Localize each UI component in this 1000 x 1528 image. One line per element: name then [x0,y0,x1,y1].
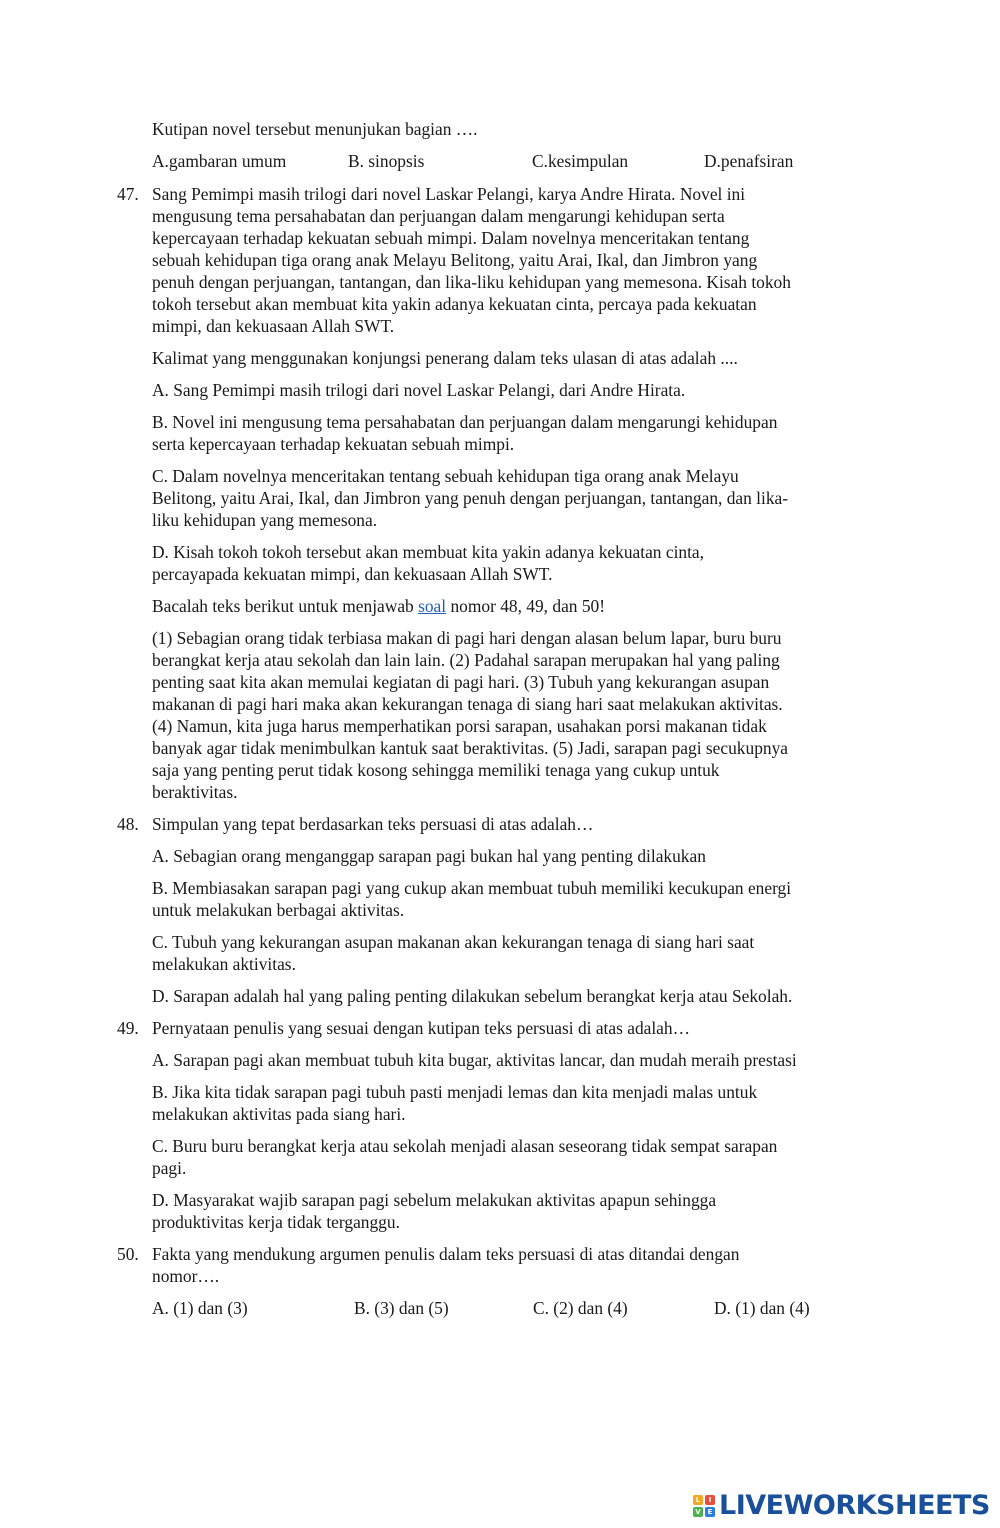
passage-line: (4) Namun, kita juga harus memperhatikan porsi sarapan, usahakan porsi makanan tidak [152,716,767,736]
logo-grid-icon [693,1495,715,1517]
passage-line: penting saat kita akan memulai kegiatan di pagi hari. (3) Tubuh yang kekurangan asupan [152,672,770,692]
question-48-option-a[interactable]: A. Sebagian orang menganggap sarapan pagi bukan hal yang penting dilakukan [152,846,706,866]
option-b[interactable]: B. sinopsis [348,151,425,171]
question-47-number: 47. [117,184,139,204]
question-48-option-d[interactable]: D. Sarapan adalah hal yang paling penting dilakukan sebelum berangkat kerja atau Sekolah. [152,986,793,1006]
reading-instruction: Bacalah teks berikut untuk menjawab soal nomor 48, 49, dan 50! [152,596,606,616]
passage-line: tokoh tersebut akan membuat kita yakin adanya kekuatan cinta, percaya pada kekuatan [152,294,757,314]
option-c[interactable]: C.kesimpulan [532,151,629,171]
logo-square: I [705,1495,715,1505]
question-46-options [0,150,1000,172]
question-49-option-a[interactable]: A. Sarapan pagi akan membuat tubuh kita bugar, aktivitas lancar, dan mudah meraih prestasi [152,1050,797,1070]
question-47-stem: Kalimat yang menggunakan konjungsi penerang dalam teks ulasan di atas adalah .... [152,348,738,368]
question-46-stem: Kutipan novel tersebut menunjukan bagian …. [152,119,478,139]
question-49-stem: Pernyataan penulis yang sesuai dengan kutipan teks persuasi di atas adalah… [152,1018,690,1038]
worksheet-page: Kutipan novel tersebut menunjukan bagian …. A.gambaran umum B. sinopsis C.kesimpulan D.penafsiran 47. Sang Pemimpi masih trilogi dari novel Laskar Pelangi, karya Andre Hirata. Novel ini mengusung tema persahabatan dan perjuangan dalam mengarungi kehidupan serta kepercayaan terhadap kekuatan sebuah mimpi. Dalam novelnya menceritakan tentang sebuah kehidupan tiga orang anak Melayu Belitong, yaitu Arai, Ikal, dan Jimbron yang penuh dengan perjuangan, tantangan, dan lika-liku kehidupan yang memesona. Kisah tokoh tokoh tersebut akan membuat kita yakin adanya kekuatan cinta, percaya pada kekuatan mimpi, dan kekuasaan Allah SWT. Kalimat yang menggunakan konjungsi penerang dalam teks ulasan di atas adalah .... A. Sang Pemimpi masih trilogi dari novel Laskar Pelangi, dari Andre Hirata. B. Novel ini mengusung tema persahabatan dan perjuangan dalam mengarungi kehidupan serta kepercayaan terhadap kekuatan sebuah mimpi. C. Dalam novelnya menceritakan tentang sebuah kehidupan tiga orang anak Melayu Belitong, yaitu Arai, Ikal, dan Jimbron yang penuh dengan perjuangan, tantangan, dan lika- liku kehidupan yang memesona. D. Kisah tokoh tokoh tersebut akan membuat kita yakin adanya kekuatan cinta, percayapada kekuatan mimpi, dan kekuasaan Allah SWT. Bacalah teks berikut untuk menjawab soal nomor 48, 49, dan 50! (1) Sebagian orang tidak terbiasa makan di pagi hari dengan alasan belum lapar, buru buru berangkat kerja atau sekolah dan lain lain. (2) Padahal sarapan merupakan hal yang paling penting saat kita akan memulai kegiatan di pagi hari. (3) Tubuh yang kekurangan asupan makanan di pagi hari maka akan kekurangan tenaga di siang hari saat melakukan aktivitas. (4) Namun, kita juga harus memperhatikan porsi sarapan, usahakan porsi makanan tidak banyak agar tidak menimbulkan kantuk saat beraktivitas. (5) Jadi, sarapan pagi secukupnya saja yang penting perut tidak kosong sehingga memiliki tenaga yang cukup untuk beraktivitas. 48. Simpulan yang tepat berdasarkan teks persuasi di atas adalah… A. Sebagian orang menganggap sarapan pagi bukan hal yang penting dilakukan B. Membiasakan sarapan pagi yang cukup akan membuat tubuh memiliki kecukupan energi untuk melakukan berbagai aktivitas. C. Tubuh yang kekurangan asupan makanan akan kekurangan tenaga di siang hari saat melakukan aktivitas. D. Sarapan adalah hal yang paling penting dilakukan sebelum berangkat kerja atau Sekolah. 49. Pernyataan penulis yang sesuai dengan kutipan teks persuasi di atas adalah… A. Sarapan pagi akan membuat tubuh kita bugar, aktivitas lancar, dan mudah meraih prestasi B. Jika kita tidak sarapan pagi tubuh pasti menjadi lemas dan kita menjadi malas untuk melakukan aktivitas pada siang hari. C. Buru buru berangkat kerja atau sekolah menjadi alasan seseorang tidak sempat sarapan pagi. D. Masyarakat wajib sarapan pagi sebelum melakukan aktivitas apapun sehingga produktivitas kerja tidak terganggu. 50. Fakta yang mendukung argumen penulis dalam teks persuasi di atas ditandai dengan nomor…. A. (1) dan (3) B. (3) dan (5) C. (2) dan (4) D. (1) dan (4) L I V E LIVEWORKSHEETS [0,0,1000,1528]
question-48-stem: Simpulan yang tepat berdasarkan teks persuasi di atas adalah… [152,814,594,834]
question-47-option-a[interactable]: A. Sang Pemimpi masih trilogi dari novel Laskar Pelangi, dari Andre Hirata. [152,380,686,400]
liveworksheets-logo[interactable] [693,1488,990,1524]
logo-text: LIVEWORKSHEETS [719,1490,990,1521]
passage-line: (1) Sebagian orang tidak terbiasa makan di pagi hari dengan alasan belum lapar, buru buru [152,628,782,648]
soal-link[interactable]: soal [418,596,447,616]
passage-line: penuh dengan perjuangan, tantangan, dan lika-liku kehidupan yang memesona. Kisah tokoh [152,272,791,292]
option-b[interactable]: B. (3) dan (5) [354,1298,449,1318]
option-a[interactable]: A. (1) dan (3) [152,1298,248,1318]
option-d[interactable]: D. (1) dan (4) [714,1298,810,1318]
passage-line: makanan di pagi hari maka akan kekurangan tenaga di siang hari saat melakukan aktivitas. [152,694,783,714]
passage-line: beraktivitas. [152,782,238,802]
option-d[interactable]: D.penafsiran [704,151,794,171]
passage-line: saja yang penting perut tidak kosong sehingga memiliki tenaga yang cukup untuk [152,760,720,780]
passage-line: mimpi, dan kekuasaan Allah SWT. [152,316,395,336]
question-49-number: 49. [117,1018,139,1038]
passage-line: kepercayaan terhadap kekuatan sebuah mimpi. Dalam novelnya menceritakan tentang [152,228,750,248]
passage-line: mengusung tema persahabatan dan perjuangan dalam mengarungi kehidupan serta [152,206,725,226]
logo-square: L [693,1495,703,1505]
passage-line: berangkat kerja atau sekolah dan lain lain. (2) Padahal sarapan merupakan hal yang paling [152,650,780,670]
passage-line: Sang Pemimpi masih trilogi dari novel Laskar Pelangi, karya Andre Hirata. Novel ini [152,184,746,204]
logo-square: E [705,1507,715,1517]
passage-line: sebuah kehidupan tiga orang anak Melayu Belitong, yaitu Arai, Ikal, dan Jimbron yang [152,250,758,270]
question-50-number: 50. [117,1244,139,1264]
option-c[interactable]: C. (2) dan (4) [533,1298,628,1318]
option-a[interactable]: A.gambaran umum [152,151,287,171]
question-50-options [0,1297,1000,1319]
question-48-number: 48. [117,814,139,834]
logo-square: V [693,1507,703,1517]
passage-line: banyak agar tidak menimbulkan kantuk saat beraktivitas. (5) Jadi, sarapan pagi secukupnya [152,738,788,758]
